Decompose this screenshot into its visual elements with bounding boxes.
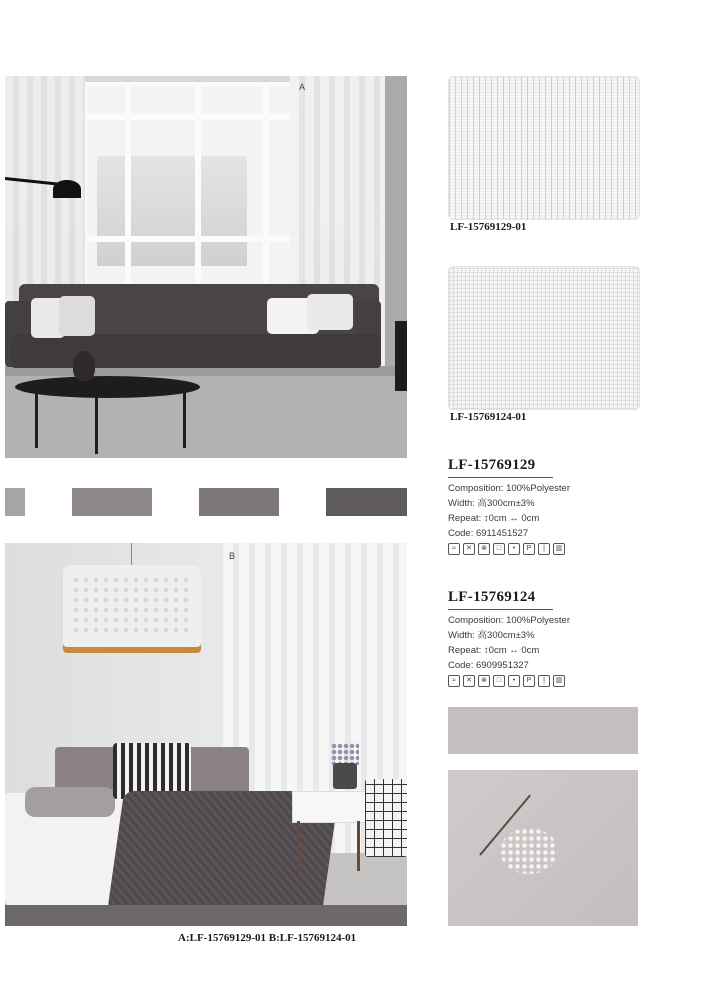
plain-fabric-swatch	[448, 707, 638, 754]
photo-caption: A:LF-15769129-01 B:LF-15769124-01	[178, 932, 357, 944]
no-bleach-icon: ✕	[463, 675, 475, 687]
shade-dry-icon: ▥	[553, 675, 565, 687]
no-tumble-dry-icon: ⊗	[478, 675, 490, 687]
product-2-specs	[448, 613, 570, 673]
no-bleach-icon: ✕	[463, 543, 475, 555]
product-1-width: Width: 高300cm±3%	[448, 498, 535, 509]
color-swatch-4	[326, 488, 407, 516]
iron-icon: •	[508, 675, 520, 687]
product-2-width: Width: 高300cm±3%	[448, 630, 535, 641]
dry-clean-icon: P	[523, 675, 535, 687]
color-swatch-1	[5, 488, 25, 516]
dry-clean-icon: P	[523, 543, 535, 555]
wash-icon: ≈	[448, 543, 460, 555]
product-1-composition: Composition: 100%Polyester	[448, 483, 570, 494]
fabric-sample-2-code: LF-15769124-01	[450, 411, 527, 423]
fabric-sample-1	[448, 76, 640, 220]
product-1-rule	[448, 477, 553, 478]
product-2-code: Code: 6909951327	[448, 660, 529, 671]
hang-dry-icon: |	[538, 675, 550, 687]
no-tumble-dry-icon: ⊗	[478, 543, 490, 555]
product-1-repeat: Repeat: ↕0cm ↔ 0cm	[448, 513, 540, 524]
color-swatch-2	[72, 488, 152, 516]
product-1-care-icons	[448, 543, 565, 555]
product-2-repeat: Repeat: ↕0cm ↔ 0cm	[448, 645, 540, 656]
product-2-rule	[448, 609, 553, 610]
fabric-swatch-with-flower	[448, 770, 638, 926]
dry-icon: □	[493, 675, 505, 687]
product-2-care-icons	[448, 675, 565, 687]
iron-icon: •	[508, 543, 520, 555]
photo-b-label: B	[229, 551, 236, 561]
product-2-composition: Composition: 100%Polyester	[448, 615, 570, 626]
product-1-title: LF-15769129	[448, 457, 536, 473]
photo-a-label: A	[299, 82, 306, 92]
living-room-photo	[5, 76, 407, 458]
fabric-sample-2	[448, 266, 640, 410]
hang-dry-icon: |	[538, 543, 550, 555]
fabric-sample-1-code: LF-15769129-01	[450, 221, 527, 233]
dry-icon: □	[493, 543, 505, 555]
product-1-specs	[448, 481, 570, 541]
product-2-title: LF-15769124	[448, 589, 536, 605]
color-swatch-3	[199, 488, 279, 516]
product-1-code: Code: 6911451527	[448, 528, 529, 539]
wash-icon: ≈	[448, 675, 460, 687]
shade-dry-icon: ▥	[553, 543, 565, 555]
bedroom-photo	[5, 543, 407, 926]
